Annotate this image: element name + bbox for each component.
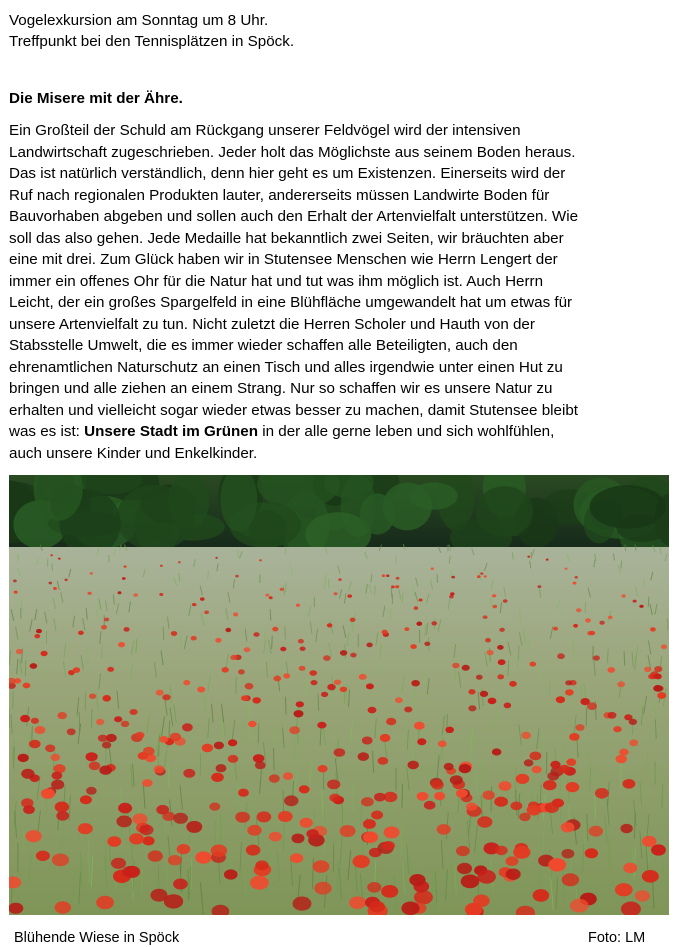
body-line: bringen und alle ziehen an einem Strang. Nur so schaffen wir es unsere Natur zu xyxy=(9,378,673,400)
article-heading: Die Misere mit der Ähre. xyxy=(9,88,183,109)
body-line: immer ein offenes Ohr für die Natur hat und tut was ihm möglich ist. Auch Herrn xyxy=(9,271,673,293)
body-line: eine mit drei. Zum Glück haben wir in Stutensee Menschen wie Herrn Lengert der xyxy=(9,249,673,271)
body-line: auch unsere Kinder und Enkelkinder. xyxy=(9,443,673,465)
town-slogan: Unsere Stadt im Grünen xyxy=(84,423,258,440)
photo-credit: Foto: LM xyxy=(588,929,645,947)
meadow-photo xyxy=(9,475,669,915)
document-page xyxy=(9,10,673,52)
poppy-meadow-image xyxy=(9,475,669,915)
body-line: Bauvorhaben abgeben und sollen auch den Erhalt der Artenvielfalt unterstützen. Wie xyxy=(9,206,673,228)
meadow-ground xyxy=(9,547,669,915)
intro-line-2: Treffpunkt bei den Tennisplätzen in Spöck. xyxy=(9,31,673,52)
body-line-with-emphasis xyxy=(9,421,673,443)
intro-line-1: Vogelexkursion am Sonntag um 8 Uhr. xyxy=(9,10,673,31)
article-body xyxy=(9,120,673,464)
last-line-suffix: in der alle gerne leben und sich wohlfühlen, xyxy=(258,423,554,440)
body-line: Ein Großteil der Schuld am Rückgang unserer Feldvögel wird der intensiven xyxy=(9,120,673,142)
body-line: ehrenamtlichen Naturschutz an einen Tisch und alles irgendwie unter einen Hut zu xyxy=(9,357,673,379)
body-line: Stabsstelle Umwelt, die es immer wieder schaffen alle Beteiligten, auch den xyxy=(9,335,673,357)
body-line: Ruf nach regionalen Produkten lauter, andererseits müssen Landwirte Boden für xyxy=(9,185,673,207)
body-line: Landwirtschaft zugeschrieben. Jeder holt das Möglichste aus seinem Boden heraus. xyxy=(9,142,673,164)
body-line: erhalten und vielleicht sogar wieder etwas besser zu machen, damit Stutensee bleibt xyxy=(9,400,673,422)
body-line: unsere Artenvielfalt zu tun. Nicht zuletzt die Herren Scholer und Hauth von der xyxy=(9,314,673,336)
body-line: Das ist natürlich verständlich, denn hier geht es um Existenzen. Einerseits wird der xyxy=(9,163,673,185)
body-line: soll das also gehen. Jede Medaille hat bekanntlich zwei Seiten, wir bräuchten aber xyxy=(9,228,673,250)
photo-caption: Blühende Wiese in Spöck xyxy=(14,929,179,947)
body-line: Leicht, der ein großes Spargelfeld in eine Blühfläche umgewandelt hat um etwas für xyxy=(9,292,673,314)
last-line-prefix: was es ist: xyxy=(9,423,84,440)
